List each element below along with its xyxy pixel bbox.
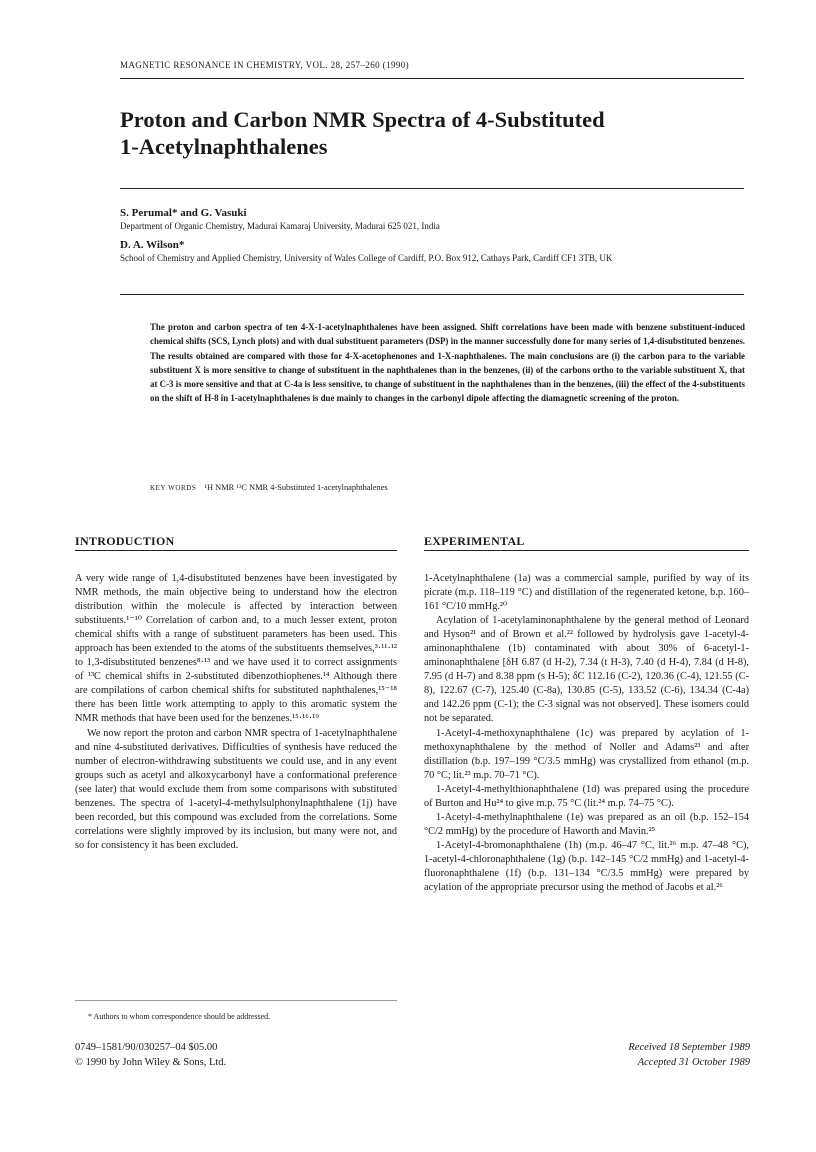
copyright-line: © 1990 by John Wiley & Sons, Ltd. (75, 1057, 227, 1068)
keywords-text: ¹H NMR ¹³C NMR 4-Substituted 1-acetylnaphthalenes (204, 483, 388, 492)
publication-info (75, 1040, 226, 1070)
author-affiliation: Department of Organic Chemistry, Madurai Kamaraj University, Madurai 625 021, India (120, 220, 440, 231)
correspondence-footnote: * Authors to whom correspondence should be addressed. (88, 1012, 271, 1021)
article-title (120, 106, 720, 160)
author-group-2 (120, 239, 720, 264)
keywords-label: KEY WORDS (150, 484, 197, 492)
experimental-paragraph-3: 1-Acetyl-4-methoxynaphthalene (1c) was prepared by acylation of 1-methoxynaphthalene by the method of Noller and Adams²³ and after distillation (b.p. 197–199 °C/3.5 mmHg) was crystallized from ethanol (m.p. 70 °C; lit.²³ m.p. 70–71 °C). (424, 727, 749, 781)
introduction-body (75, 572, 397, 853)
author-affiliation: School of Chemistry and Applied Chemistry, University of Wales College of Cardiff, P.O. Box 912, Cathays Park, Cardiff CF1 3TB, UK (120, 252, 613, 263)
experimental-heading: EXPERIMENTAL (424, 534, 525, 548)
accepted-date: Accepted 31 October 1989 (637, 1057, 750, 1068)
experimental-paragraph-4: 1-Acetyl-4-methylthionaphthalene (1d) was prepared using the procedure of Burton and Hu²⁴ to give m.p. 75 °C (lit.²⁴ m.p. 74–75 °C). (424, 783, 749, 809)
author-names: S. Perumal* and G. Vasuki (120, 207, 247, 219)
author-block (120, 207, 760, 264)
title-line-1: Proton and Carbon NMR Spectra of 4-Substituted (120, 107, 605, 132)
author-group-1 (120, 207, 760, 232)
authors-rule (120, 294, 744, 295)
abstract: The proton and carbon spectra of ten 4-X-1-acetylnaphthalenes have been assigned. Shift correlations have been made with benzene substituent-induced chemical shifts (SCS, Lynch plots) and with dual substituent parameters (DSP) in the manner successfully done for many series of 1,4-disubstituted benzenes. The results obtained are compared with those for 4-X-acetophenones and 1-X-naphthalenes. The main conclusions are (i) the carbon para to the variable substituent X is more sensitive to change of substituent in the naphthalenes than in the benzenes, (ii) of the carbons ortho to the variable substituent X, that at C-3 is more sensitive and that at C-4a is less sensitive, to change of substituent in the naphthalenes than in the benzenes, (iii) the effect of the 4-substituents on the shift of H-8 in 1-acetylnaphthalenes is due mainly to changes in the carbonyl dipole affecting the diamagnetic screening of the proton. (150, 322, 745, 404)
experimental-heading-rule (424, 550, 749, 551)
experimental-paragraph-2: Acylation of 1-acetylaminonaphthalene by the general method of Leonard and Hyson²¹ and of Brown et al.²² followed by hydrolysis gave 1-acetyl-4-aminonaphthalene (1b) contaminated with about 30% of 6-acetyl-1-aminonaphthalene [δH 6.87 (d H-2), 7.34 (t H-3), 7.40 (d H-4), 7.84 (d H-8), 7.95 (d H-7) and 8.38 ppm (s H-5); δC 112.16 (C-2), 120.36 (C-4), 121.55 (C-8), 122.67 (C-7), 125.40 (C-8a), 130.85 (C-5), 133.52 (C-6), 134.34 (C-4a) and 142.26 ppm (C-1); the C-3 signal was not observed]. These isomers could not be separated. (424, 615, 749, 725)
experimental-paragraph-5: 1-Acetyl-4-methylnaphthalene (1e) was prepared as an oil (b.p. 152–154 °C/2 mmHg) by the procedure of Haworth and Mavin.²⁵ (424, 811, 749, 837)
footnote-rule (75, 1000, 397, 1001)
keywords (150, 483, 388, 492)
experimental-body (424, 572, 749, 895)
introduction-heading: INTRODUCTION (75, 534, 175, 548)
introduction-heading-rule (75, 550, 397, 551)
header-rule (120, 78, 744, 79)
experimental-paragraph-1: 1-Acetylnaphthalene (1a) was a commercial sample, purified by way of its picrate (m.p. 118–119 °C) and distillation of the regenerated ketone, b.p. 160–161 °C/10 mmHg.²⁰ (424, 573, 749, 613)
journal-header: MAGNETIC RESONANCE IN CHEMISTRY, VOL. 28, 257–260 (1990) (120, 60, 410, 70)
publication-code: 0749–1581/90/030257–04 $05.00 (75, 1042, 218, 1053)
title-line-2: 1-Acetylnaphthalenes (120, 134, 328, 159)
received-date: Received 18 September 1989 (628, 1042, 750, 1053)
author-names: D. A. Wilson* (120, 239, 185, 251)
received-accepted-dates (628, 1040, 750, 1070)
title-rule (120, 188, 744, 189)
experimental-paragraph-6: 1-Acetyl-4-bromonaphthalene (1h) (m.p. 46–47 °C, lit.²⁶ m.p. 47–48 °C), 1-acetyl-4-chloronaphthalene (1g) (b.p. 142–145 °C/2 mmHg) and 1-acetyl-4-fluoronaphthalene (1f) (b.p. 131–134 °C/3.5 mmHg) were prepared by acylation of the appropriate precursor using the method of Jacobs et al.²⁶ (424, 839, 749, 894)
introduction-paragraph-1: A very wide range of 1,4-disubstituted benzenes have been investigated by NMR methods, the main objective being to understand how the electron distribution within the molecule is affected by interaction between substituents.¹⁻¹⁰ Correlation of carbon and, to a much lesser extent, proton chemical shifts with a range of substituent parameters has been used. This approach has been extended to the atoms of the substituents themselves,³·¹¹·¹² to 1,3-disubstituted benzenes⁸·¹³ and we have used it to correct assignments of ¹³C chemical shifts in 2-substituted dibenzothiophenes.¹⁴ Although there are compilations of carbon chemical shifts for substituted naphthalenes,¹⁵⁻¹⁸ there has been little work attempting to apply to this aromatic system the NMR methods that have been used for the benzenes.¹⁵·¹⁶·¹⁹ (75, 573, 397, 725)
introduction-paragraph-2: We now report the proton and carbon NMR spectra of 1-acetylnaphthalene and nine 4-substituted derivatives. Difficulties of synthesis have reduced the number of electron-withdrawing substituents we could use, and in any event groups such as acetyl and alkoxycarbonyl have a conformational preference (see later) that would exclude them from some comparisons with substituted benzenes. The spectra of 1-acetyl-4-methylsulphonylnaphthalene (1j) have been recorded, but this compound was excluded from the correlations. Some correlations were slightly improved by its inclusion, but many were not, and so for consistency it has been excluded. (75, 727, 397, 851)
